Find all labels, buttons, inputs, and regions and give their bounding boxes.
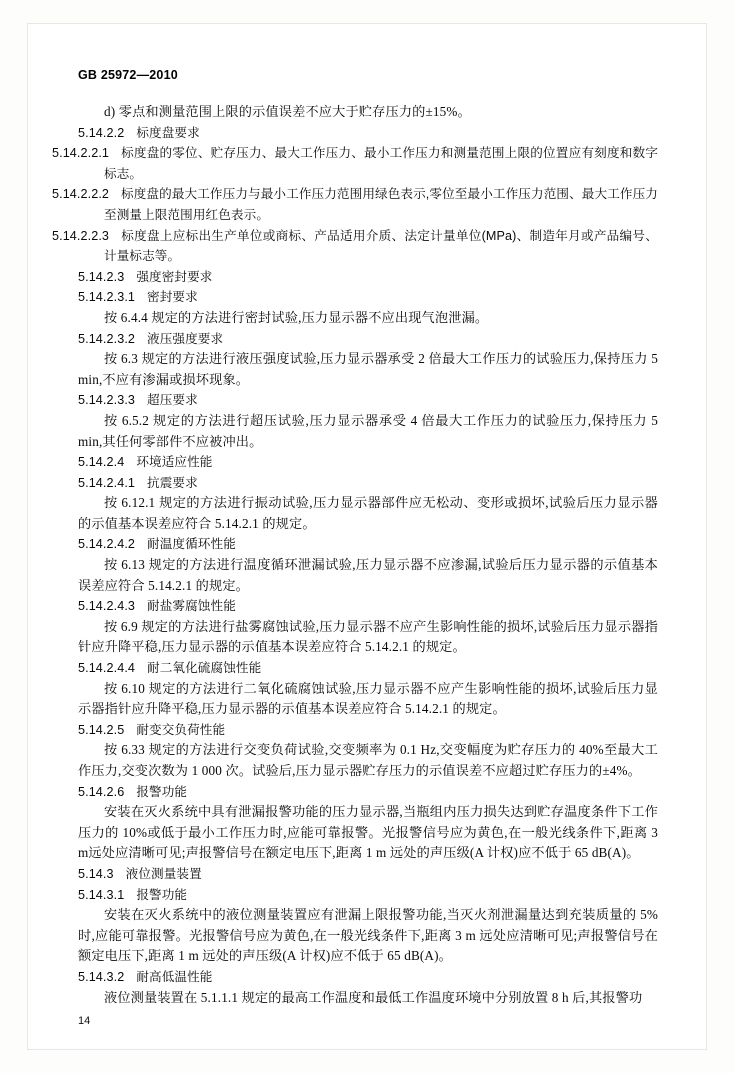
clause-title: 密封要求	[147, 290, 198, 305]
clause-number: 5.14.2.4.1	[78, 475, 136, 490]
clause-number: 5.14.2.4.3	[78, 599, 136, 614]
clause-number: 5.14.2.4.4	[78, 661, 136, 676]
clause-heading	[78, 287, 658, 308]
clause-heading	[78, 534, 658, 555]
clause-heading	[78, 390, 658, 411]
clause-number: 5.14.2.2.3	[52, 228, 110, 243]
clause-number: 5.14.2.5	[78, 722, 125, 737]
body-paragraph: 液位测量装置在 5.1.1.1 规定的最高工作温度和最低工作温度环境中分别放置 8 h 后,其报警功	[104, 989, 643, 1005]
clause-number: 5.14.3.2	[78, 969, 125, 984]
list-item: d) 零点和测量范围上限的示值误差不应大于贮存压力的±15%。	[104, 104, 471, 119]
clause-heading	[78, 885, 658, 906]
clause-heading	[78, 596, 658, 617]
clause-heading	[78, 967, 658, 988]
body-paragraph: 安装在灭火系统中具有泄漏报警功能的压力显示器,当瓶组内压力损失达到贮存温度条件下工作压力的 10%或低于最小工作压力时,应能可靠报警。光报警信号应为黄色,在一般光线条件下,距离 3 m远处应清晰可见;声报警信号在额定电压下,距离 1 m 远处的声压级(A 计权)应不低于 65 dB(A)。	[78, 804, 658, 861]
clause-text: 标度盘上应标出生产单位或商标、产品适用介质、法定计量单位(MPa)、制造年月或产品编号、计量标志等。	[104, 228, 658, 264]
body-paragraph: 按 6.3 规定的方法进行液压强度试验,压力显示器承受 2 倍最大工作压力的试验压力,保持压力 5 min,不应有渗漏或损坏现象。	[78, 351, 658, 387]
page-number: 14	[78, 1015, 91, 1027]
clause-title: 耐温度循环性能	[147, 537, 236, 552]
clause-heading	[78, 123, 658, 144]
clause-paragraph	[52, 143, 658, 184]
clause-paragraph	[52, 184, 658, 225]
body-paragraph: 按 6.12.1 规定的方法进行振动试验,压力显示器部件应无松动、变形或损坏,试验后压力显示器的示值基本误差应符合 5.14.2.1 的规定。	[78, 495, 658, 531]
body-paragraph: 按 6.5.2 规定的方法进行超压试验,压力显示器承受 4 倍最大工作压力的试验压力,保持压力 5 min,其任何零部件不应被冲出。	[78, 412, 658, 449]
body-paragraph: 按 6.9 规定的方法进行盐雾腐蚀试验,压力显示器不应产生影响性能的损坏,试验后压力显示器指针应升降平稳,压力显示器的示值基本误差应符合 5.14.2.1 的规定。	[78, 618, 658, 655]
clause-title: 标度盘要求	[136, 125, 200, 140]
clause-heading	[78, 473, 658, 494]
body-paragraph: 安装在灭火系统中的液位测量装置应有泄漏上限报警功能,当灭火剂泄漏量达到充装质量的 5%时,应能可靠报警。光报警信号应为黄色,在一般光线条件下,距离 3 m 远处应清晰可见;声报警信号在额定电压下,距离 1 m 远处的声压级(A 计权)应不低于 65 dB(A)。	[78, 907, 658, 964]
clause-number: 5.14.2.2	[78, 125, 125, 140]
page-content	[52, 68, 658, 1008]
clause-heading	[78, 782, 658, 803]
clause-title: 耐高低温性能	[136, 969, 213, 984]
clause-title: 液压强度要求	[147, 331, 224, 346]
clause-title: 抗震要求	[147, 475, 198, 490]
clause-title: 耐变交负荷性能	[136, 722, 226, 737]
clause-number: 5.14.2.3.3	[78, 393, 136, 408]
clause-number: 5.14.2.6	[78, 784, 125, 799]
page-sheet	[28, 24, 706, 1049]
body-paragraph: 按 6.33 规定的方法进行交变负荷试验,交变频率为 0.1 Hz,交变幅度为贮存压力的 40%至最大工作压力,交变次数为 1 000 次。试验后,压力显示器贮存压力的示值误差不应超过贮存压力的±4%。	[78, 742, 658, 778]
clause-heading	[78, 329, 658, 350]
clause-paragraph	[52, 226, 658, 267]
clause-title: 环境适应性能	[136, 455, 213, 470]
clause-number: 5.14.2.3.2	[78, 331, 136, 346]
clause-number: 5.14.3	[78, 866, 114, 881]
clause-heading	[78, 720, 658, 741]
body-paragraph: 按 6.10 规定的方法进行二氧化硫腐蚀试验,压力显示器不应产生影响性能的损坏,试验后压力显示器指针应升降平稳,压力显示器的示值基本误差应符合 5.14.2.1 的规定。	[78, 680, 658, 717]
clause-title: 液位测量装置	[125, 866, 202, 881]
body-paragraph: 按 6.13 规定的方法进行温度循环泄漏试验,压力显示器不应渗漏,试验后压力显示器的示值基本误差应符合 5.14.2.1 的规定。	[78, 557, 658, 593]
clause-text: 标度盘的零位、贮存压力、最大工作压力、最小工作压力和测量范围上限的位置应有刻度和数字标志。	[104, 146, 658, 181]
clause-heading	[78, 267, 658, 288]
clause-heading	[78, 658, 658, 679]
body-paragraph: 按 6.4.4 规定的方法进行密封试验,压力显示器不应出现气泡泄漏。	[104, 309, 489, 325]
clause-number: 5.14.2.3	[78, 269, 125, 284]
clause-heading	[78, 452, 658, 473]
standard-code-header: GB 25972—2010	[78, 68, 178, 82]
clause-number: 5.14.2.2.2	[52, 187, 110, 202]
clause-number: 5.14.3.1	[78, 887, 125, 902]
clause-number: 5.14.2.4	[78, 455, 125, 470]
document-body	[52, 102, 658, 1008]
clause-title: 强度密封要求	[136, 269, 213, 284]
clause-text: 标度盘的最大工作压力与最小工作压力范围用绿色表示,零位至最小工作压力范围、最大工作压力至测量上限范围用红色表示。	[104, 187, 658, 222]
clause-number: 5.14.2.2.1	[52, 146, 110, 161]
clause-number: 5.14.2.4.2	[78, 537, 136, 552]
clause-title: 超压要求	[147, 393, 198, 408]
clause-title: 报警功能	[136, 887, 188, 902]
clause-heading	[78, 864, 658, 885]
clause-title: 报警功能	[136, 784, 188, 799]
clause-number: 5.14.2.3.1	[78, 290, 136, 305]
clause-title: 耐盐雾腐蚀性能	[147, 599, 236, 614]
clause-title: 耐二氧化硫腐蚀性能	[147, 661, 262, 676]
